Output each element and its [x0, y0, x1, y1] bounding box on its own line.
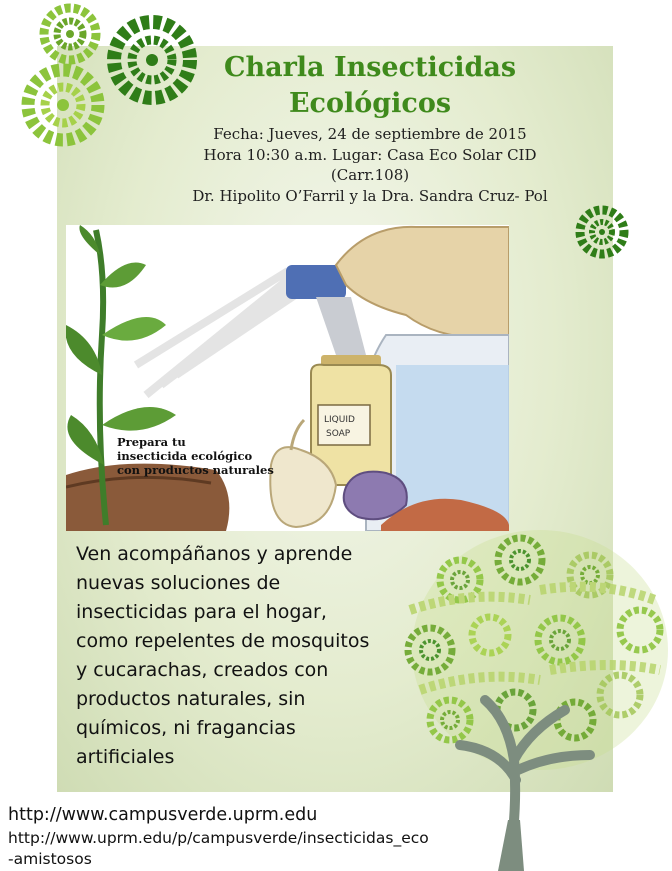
photo-caption-line2: insecticida ecológico [117, 449, 253, 463]
invitation-line: productos naturales, sin [76, 688, 306, 710]
event-title-line2: Ecológicos [288, 88, 452, 119]
links-block [8, 803, 568, 869]
event-date: Fecha: Jueves, 24 de septiembre de 2015 [213, 125, 527, 143]
invitation-text [76, 540, 436, 772]
event-speakers: Dr. Hipolito O’Farril y la Dra. Sandra Cruz- Pol [192, 186, 548, 205]
event-title-line1: Charla Insecticidas [223, 52, 517, 83]
invitation-line: y cucarachas, creados con [76, 659, 329, 681]
photo-caption-line3: con productos naturales [117, 463, 274, 477]
event-road: (Carr.108) [330, 166, 410, 184]
insecticide-illustration [66, 225, 509, 531]
fern-swirl-icon [572, 204, 632, 260]
bottle-label-line1: LIQUID [324, 415, 355, 425]
event-title [140, 50, 600, 122]
invitation-line: insecticidas para el hogar, [76, 601, 327, 623]
invitation-line: químicos, ni fragancias [76, 717, 296, 739]
invitation-line: Ven acompáñanos y aprende [76, 543, 353, 565]
bottle-label-line2: SOAP [326, 429, 351, 439]
fern-swirl-icon [18, 60, 108, 150]
photo-caption-line1: Prepara tu [117, 435, 186, 449]
invitation-line: como repelentes de mosquitos [76, 630, 370, 652]
invitation-line: artificiales [76, 746, 175, 768]
campusverde-link[interactable]: http://www.campusverde.uprm.edu [8, 805, 318, 825]
event-time-place: Hora 10:30 a.m. Lugar: Casa Eco Solar CID [203, 145, 537, 164]
fern-swirl-icon [38, 2, 102, 66]
insecticidas-link[interactable]: http://www.uprm.edu/p/campusverde/insecticidas_eco [8, 829, 429, 847]
photo-caption [117, 435, 307, 477]
invitation-line: nuevas soluciones de [76, 572, 281, 594]
insecticidas-link-continued[interactable]: -amistosos [8, 850, 92, 868]
event-details [140, 124, 600, 206]
